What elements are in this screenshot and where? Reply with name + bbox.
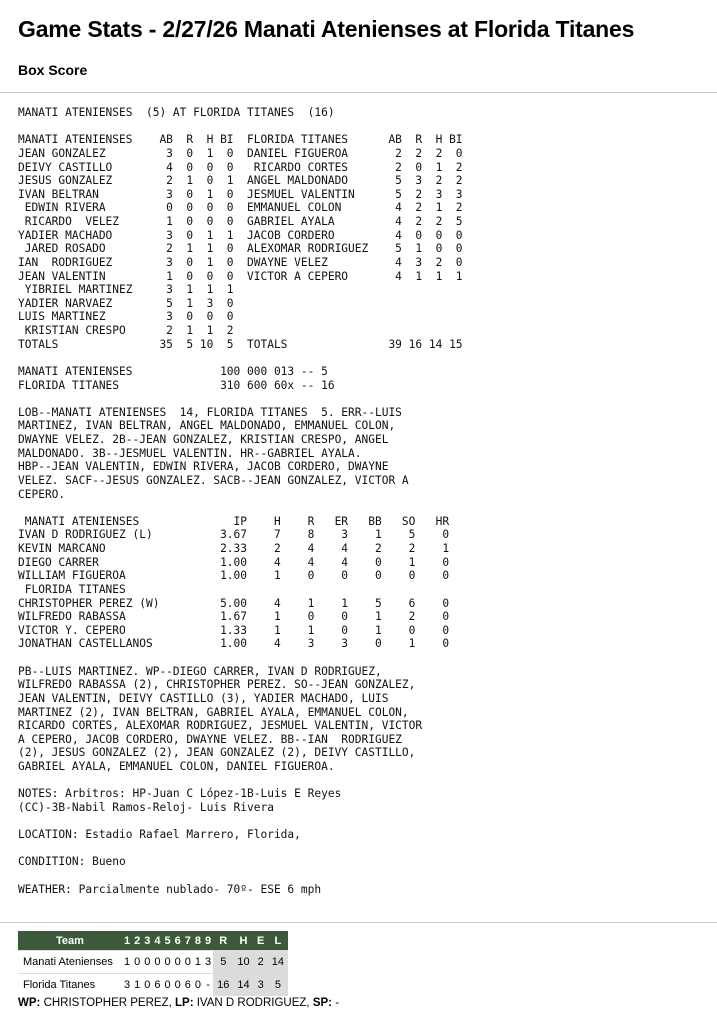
col-header-inning-9: 9	[203, 931, 213, 951]
box-score-line: LOB--MANATI ATENIENSES 14, FLORIDA TITANES 5. ERR--LUIS	[18, 405, 402, 419]
box-score-line: FLORIDA TITANES 310 600 60x -- 16	[18, 378, 335, 392]
box-score-line: JEAN VALENTIN 1 0 0 0 VICTOR A CEPERO 4 1 1 1	[18, 269, 463, 283]
box-score-line: TOTALS 35 5 10 5 TOTALS 39 16 14 15	[18, 337, 463, 351]
total-hits: 10	[233, 951, 253, 974]
box-score-line: VICTOR Y. CEPERO 1.33 1 1 0 1 0 0	[18, 623, 450, 637]
wp-label: WP:	[18, 997, 41, 1009]
box-score-line: GABRIEL AYALA, EMMANUEL COLON, DANIEL FIGUEROA.	[18, 760, 335, 773]
col-header-inning-4: 4	[152, 931, 162, 951]
inning-score: 0	[173, 974, 183, 997]
box-score-line: JESUS GONZALEZ 2 1 0 1 ANGEL MALDONADO 5 3 2 2	[18, 174, 463, 188]
col-header-team: Team	[18, 931, 122, 951]
table-row	[18, 974, 288, 997]
inning-score: 0	[142, 951, 152, 974]
inning-score: 3	[203, 951, 213, 974]
inning-score: -	[203, 974, 213, 997]
section-subtitle: Box Score	[18, 62, 88, 78]
box-score-line: JEAN VALENTIN, DEIVY CASTILLO (3), YADIER MACHADO, LUIS	[18, 691, 389, 705]
box-score-line: (CC)-3B-Nabil Ramos-Reloj- Luis Rivera	[18, 800, 274, 814]
box-score-line: DWAYNE VELEZ. 2B--JEAN GONZALEZ, KRISTIAN CRESPO, ANGEL	[18, 433, 389, 446]
box-score-line: CHRISTOPHER PEREZ (W) 5.00 4 1 1 5 6 0	[18, 596, 450, 610]
inning-score: 0	[163, 951, 173, 974]
box-score-line: IVAN BELTRAN 3 0 1 0 JESMUEL VALENTIN 5 2 3 3	[18, 187, 463, 201]
col-header-errors: E	[254, 931, 268, 951]
col-header-hits: H	[233, 931, 253, 951]
team-name: Manati Atenienses	[18, 951, 122, 974]
sp-label: SP:	[312, 997, 332, 1009]
box-score-line: MARTINEZ (2), IVAN BELTRAN, GABRIEL AYALA, EMMANUEL COLON,	[18, 705, 409, 719]
box-score-line: JEAN GONZALEZ 3 0 1 0 DANIEL FIGUEROA 2 2 2 0	[18, 146, 463, 160]
save-pitcher: -	[335, 997, 340, 1009]
box-score-line: KEVIN MARCANO 2.33 2 4 4 2 2 1	[18, 542, 450, 555]
box-score-line: YADIER MACHADO 3 0 1 1 JACOB CORDERO 4 0 0 0	[18, 228, 463, 242]
box-score-line: FLORIDA TITANES	[18, 582, 126, 596]
linescore-table	[18, 931, 288, 996]
page-title: Game Stats - 2/27/26 Manati Atenienses at Florida Titanes	[18, 16, 635, 42]
box-score-line: CONDITION: Bueno	[18, 855, 126, 869]
inning-score: 0	[193, 974, 203, 997]
divider	[0, 922, 717, 923]
box-score-line: MANATI ATENIENSES IP H R ER BB SO HR	[18, 514, 450, 528]
losing-pitcher: IVAN D RODRIGUEZ,	[196, 997, 310, 1009]
total-hits: 14	[233, 974, 253, 997]
box-score-line: MANATI ATENIENSES 100 000 013 -- 5	[18, 364, 328, 378]
total-errors: 3	[254, 974, 268, 997]
box-score-line: JONATHAN CASTELLANOS 1.00 4 3 3 0 1 0	[18, 637, 450, 651]
box-score-line: WILLIAM FIGUEROA 1.00 1 0 0 0 0 0	[18, 569, 450, 583]
inning-score: 0	[142, 974, 152, 997]
total-lob: 14	[268, 951, 288, 974]
box-score-line: MARTINEZ, IVAN BELTRAN, ANGEL MALDONADO, EMMANUEL COLON,	[18, 419, 396, 433]
box-score-line: YADIER NARVAEZ 5 1 3 0	[18, 296, 234, 310]
box-score-text	[18, 106, 463, 896]
box-score-line: LUIS MARTINEZ 3 0 0 0	[18, 310, 234, 324]
box-score-line: CEPERO.	[18, 487, 66, 501]
box-score-line: MANATI ATENIENSES AB R H BI FLORIDA TITANES AB R H BI	[18, 133, 463, 147]
col-header-runs: R	[213, 931, 233, 951]
col-header-inning-5: 5	[163, 931, 173, 951]
box-score-line: WILFREDO RABASSA (2), CHRISTOPHER PEREZ. SO--JEAN GONZALEZ,	[18, 678, 416, 692]
inning-score: 0	[152, 951, 162, 974]
box-score-line: DIEGO CARRER 1.00 4 4 4 0 1 0	[18, 555, 450, 569]
box-score-line: YIBRIEL MARTINEZ 3 1 1 1	[18, 283, 234, 297]
box-score-line: RICARDO CORTES, ALEXOMAR RODRIGUEZ, JESMUEL VALENTIN, VICTOR	[18, 719, 423, 733]
inning-score: 0	[132, 951, 142, 974]
pitcher-decisions	[18, 997, 339, 1009]
inning-score: 0	[183, 951, 193, 974]
box-score-line: HBP--JEAN VALENTIN, EDWIN RIVERA, JACOB CORDERO, DWAYNE	[18, 460, 389, 474]
total-errors: 2	[254, 951, 268, 974]
box-score-line: PB--LUIS MARTINEZ. WP--DIEGO CARRER, IVAN D RODRIGUEZ,	[18, 664, 382, 678]
col-header-inning-7: 7	[183, 931, 193, 951]
box-score-line: IVAN D RODRIGUEZ (L) 3.67 7 8 3 1 5 0	[18, 528, 450, 542]
box-score-line: (2), JESUS GONZALEZ (2), JEAN GONZALEZ (2), DEIVY CASTILLO,	[18, 746, 416, 760]
box-score-line: MALDONADO. 3B--JESMUEL VALENTIN. HR--GABRIEL AYALA.	[18, 446, 362, 460]
total-runs: 16	[213, 974, 233, 997]
inning-score: 3	[122, 974, 132, 997]
col-header-inning-6: 6	[173, 931, 183, 951]
linescore-header-row	[18, 931, 288, 951]
inning-score: 1	[193, 951, 203, 974]
box-score-line: EDWIN RIVERA 0 0 0 0 EMMANUEL COLON 4 2 1 2	[18, 201, 463, 215]
total-runs: 5	[213, 951, 233, 974]
total-lob: 5	[268, 974, 288, 997]
inning-score: 6	[152, 974, 162, 997]
box-score-line: NOTES: Arbitros: HP-Juan C López-1B-Luis E Reyes	[18, 787, 342, 801]
box-score-line: WEATHER: Parcialmente nublado- 70º- ESE 6 mph	[18, 882, 322, 896]
divider	[0, 92, 717, 93]
col-header-inning-3: 3	[142, 931, 152, 951]
box-score-line: MANATI ATENIENSES (5) AT FLORIDA TITANES (16)	[18, 106, 335, 119]
table-row	[18, 951, 288, 974]
inning-score: 1	[132, 974, 142, 997]
col-header-lob: L	[268, 931, 288, 951]
box-score-line: LOCATION: Estadio Rafael Marrero, Florida,	[18, 828, 301, 842]
lp-label: LP:	[175, 997, 194, 1009]
inning-score: 0	[173, 951, 183, 974]
inning-score: 6	[183, 974, 193, 997]
box-score-line: JARED ROSADO 2 1 1 0 ALEXOMAR RODRIGUEZ 5 1 0 0	[18, 242, 463, 256]
col-header-inning-8: 8	[193, 931, 203, 951]
team-name: Florida Titanes	[18, 974, 122, 997]
box-score-line: IAN RODRIGUEZ 3 0 1 0 DWAYNE VELEZ 4 3 2 0	[18, 255, 463, 269]
box-score-line: RICARDO VELEZ 1 0 0 0 GABRIEL AYALA 4 2 2 5	[18, 215, 463, 228]
col-header-inning-2: 2	[132, 931, 142, 951]
winning-pitcher: CHRISTOPHER PEREZ,	[43, 997, 172, 1009]
box-score-line: VELEZ. SACF--JESUS GONZALEZ. SACB--JEAN GONZALEZ, VICTOR A	[18, 473, 409, 487]
inning-score: 0	[163, 974, 173, 997]
inning-score: 1	[122, 951, 132, 974]
box-score-line: DEIVY CASTILLO 4 0 0 0 RICARDO CORTES 2 0 1 2	[18, 160, 463, 174]
box-score-line: WILFREDO RABASSA 1.67 1 0 0 1 2 0	[18, 610, 450, 624]
box-score-line: KRISTIAN CRESPO 2 1 1 2	[18, 324, 234, 337]
col-header-inning-1: 1	[122, 931, 132, 951]
box-score-line: A CEPERO, JACOB CORDERO, DWAYNE VELEZ. BB--IAN RODRIGUEZ	[18, 732, 402, 746]
